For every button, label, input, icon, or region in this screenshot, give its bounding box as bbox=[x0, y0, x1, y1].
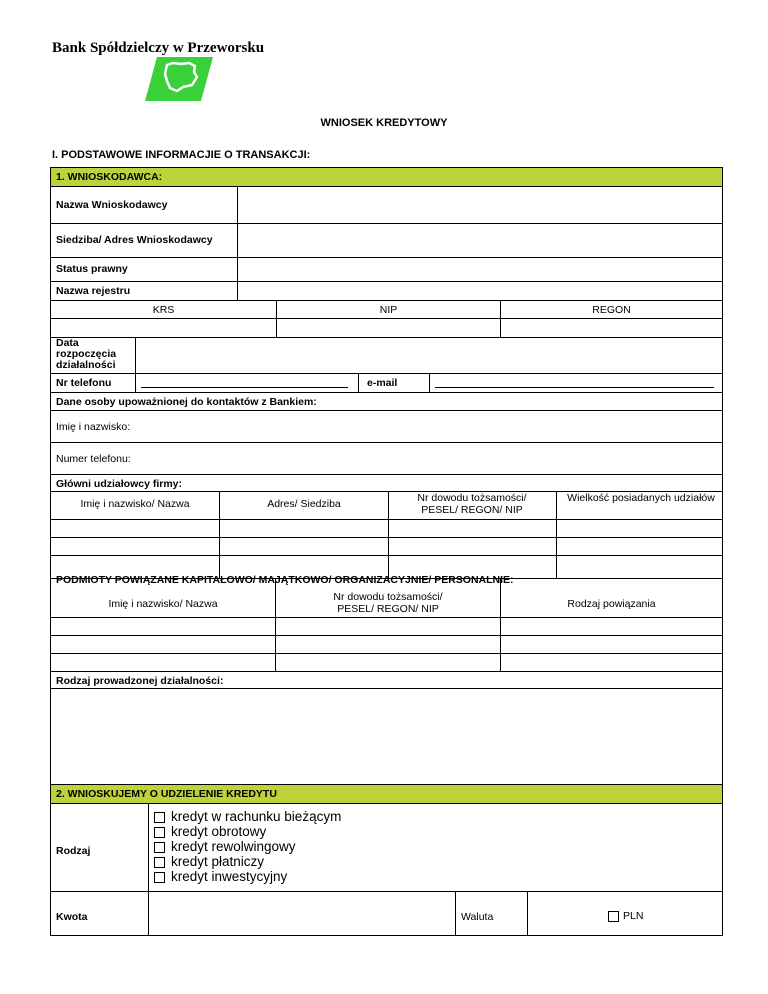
nip-field[interactable] bbox=[277, 319, 499, 336]
credit-kind-checkbox[interactable] bbox=[154, 857, 165, 868]
registry-field[interactable] bbox=[239, 282, 722, 300]
registry-label: Nazwa rejestru bbox=[56, 285, 131, 297]
email-label: e-mail bbox=[367, 377, 398, 389]
shareholders-heading: Główni udziałowcy firmy: bbox=[56, 478, 183, 490]
related-col-relation: Rodzaj powiązania bbox=[567, 598, 656, 610]
credit-kind-checkbox[interactable] bbox=[154, 842, 165, 853]
credit-application-form bbox=[50, 167, 723, 936]
credit-kind-checkbox[interactable] bbox=[154, 812, 165, 823]
applicant-heading: 1. WNIOSKODAWCA: bbox=[56, 171, 163, 183]
credit-kind-option: kredyt rewolwingowy bbox=[171, 839, 296, 854]
shareholders-col-shares: Wielkość posiadanych udziałów bbox=[567, 492, 715, 504]
email-field[interactable] bbox=[435, 387, 714, 388]
phone-label: Nr telefonu bbox=[56, 377, 112, 389]
table-row[interactable] bbox=[51, 636, 722, 652]
credit-kind-option: kredyt w rachunku bieżącym bbox=[171, 809, 342, 824]
shareholders-col-address: Adres/ Siedziba bbox=[267, 498, 341, 510]
contact-name-field[interactable] bbox=[151, 411, 722, 441]
credit-heading: 2. WNIOSKUJEMY O UDZIELENIE KREDYTU bbox=[56, 788, 277, 800]
form-title: WNIOSEK KREDYTOWY bbox=[320, 117, 448, 129]
legal-status-label: Status prawny bbox=[56, 263, 128, 275]
table-row[interactable] bbox=[51, 538, 722, 554]
applicant-address-field[interactable] bbox=[239, 224, 722, 256]
applicant-name-field[interactable] bbox=[239, 187, 722, 222]
applicant-address-label: Siedziba/ Adres Wnioskodawcy bbox=[56, 234, 213, 246]
credit-kind-checkbox[interactable] bbox=[154, 872, 165, 883]
bank-name: Bank Spółdzielczy w Przeworsku bbox=[52, 40, 265, 56]
nip-label: NIP bbox=[379, 304, 398, 316]
section-title: I. PODSTAWOWE INFORMACJIE O TRANSAKCJI: bbox=[52, 149, 311, 161]
contact-heading: Dane osoby upoważnionej do kontaktów z Bankiem: bbox=[56, 396, 317, 408]
credit-kind-checkbox[interactable] bbox=[154, 827, 165, 838]
credit-kind-label: Rodzaj bbox=[56, 845, 91, 857]
table-row[interactable] bbox=[51, 654, 722, 670]
bank-logo-icon bbox=[145, 57, 213, 101]
credit-kind-option: kredyt inwestycyjny bbox=[171, 869, 288, 884]
legal-status-field[interactable] bbox=[239, 258, 722, 280]
amount-label: Kwota bbox=[56, 911, 88, 923]
contact-name-label: Imię i nazwisko: bbox=[56, 421, 131, 433]
credit-kind-option: kredyt obrotowy bbox=[171, 824, 267, 839]
table-row[interactable] bbox=[51, 520, 722, 536]
contact-phone-field[interactable] bbox=[151, 443, 722, 473]
krs-label: KRS bbox=[152, 304, 175, 316]
related-col-name: Imię i nazwisko/ Nazwa bbox=[108, 598, 218, 610]
applicant-name-label: Nazwa Wnioskodawcy bbox=[56, 199, 168, 211]
business-type-field[interactable] bbox=[51, 689, 722, 784]
krs-field[interactable] bbox=[51, 319, 275, 336]
related-heading: PODMIOTY POWIĄZANE KAPITAŁOWO/ MAJĄTKOWO/ ORGANIZACYJNIE/ PERSONALNIE: bbox=[56, 574, 514, 586]
pln-checkbox[interactable] bbox=[608, 911, 619, 922]
shareholders-col-name: Imię i nazwisko/ Nazwa bbox=[80, 498, 190, 510]
contact-phone-label: Numer telefonu: bbox=[56, 453, 131, 465]
pln-label: PLN bbox=[623, 910, 644, 922]
regon-label: REGON bbox=[592, 304, 631, 316]
shareholders-col-id: Nr dowodu tożsamości/ PESEL/ REGON/ NIP bbox=[417, 492, 527, 516]
table-row[interactable] bbox=[51, 618, 722, 634]
amount-field[interactable] bbox=[150, 892, 454, 935]
credit-kind-option: kredyt płatniczy bbox=[171, 854, 265, 869]
regon-field[interactable] bbox=[501, 319, 722, 336]
phone-field[interactable] bbox=[141, 387, 348, 388]
start-date-label: Data rozpoczęcia działalności bbox=[56, 337, 117, 371]
related-col-id: Nr dowodu tożsamości/ PESEL/ REGON/ NIP bbox=[333, 591, 443, 615]
start-date-field[interactable] bbox=[137, 338, 722, 372]
currency-label: Waluta bbox=[461, 911, 494, 923]
business-type-label: Rodzaj prowadzonej działalności: bbox=[56, 675, 224, 687]
